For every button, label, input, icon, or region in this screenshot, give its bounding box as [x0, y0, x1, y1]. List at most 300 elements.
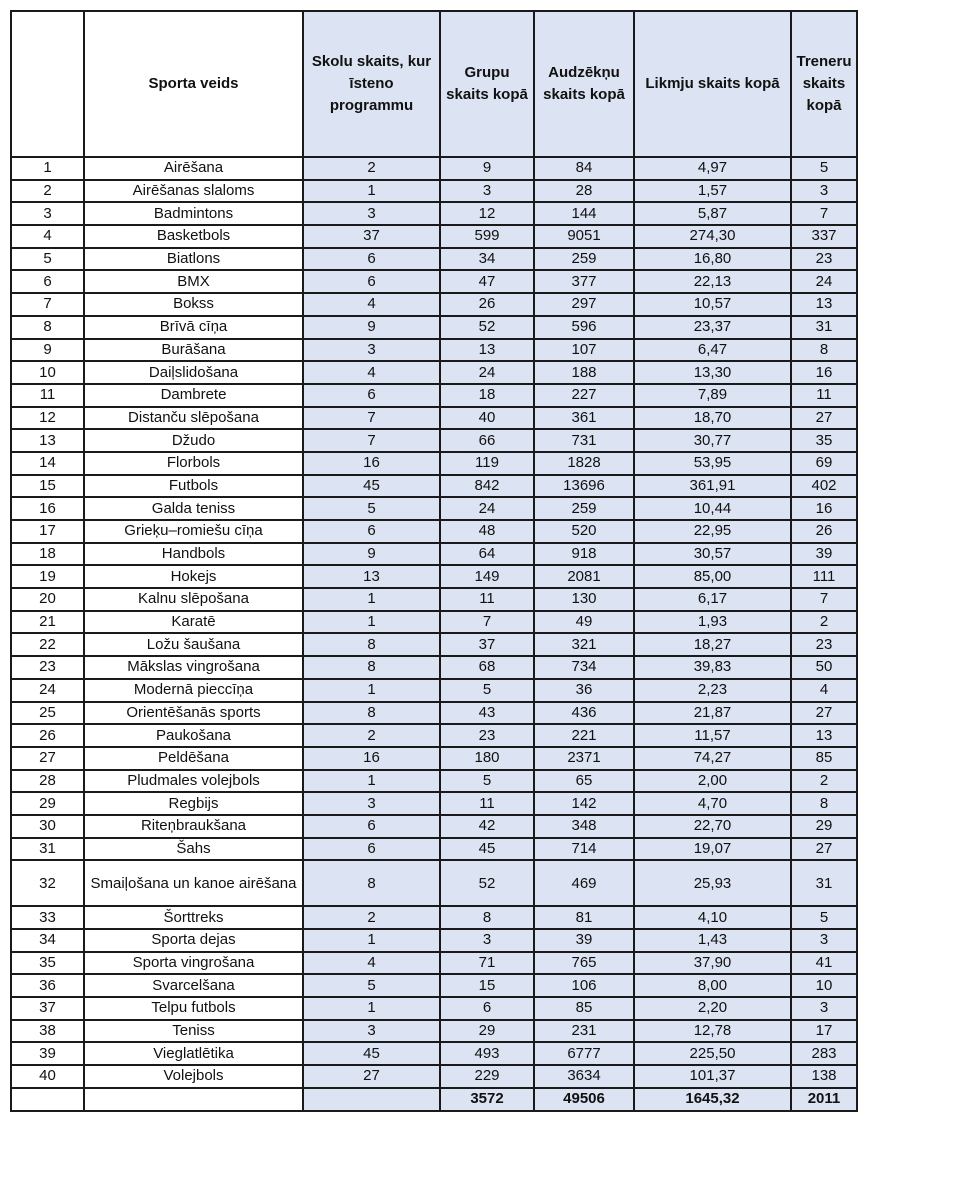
- groups-count-cell: 71: [440, 952, 534, 975]
- rates-count-cell: 2,20: [634, 997, 791, 1020]
- students-count-cell: 6777: [534, 1042, 634, 1065]
- students-count-cell: 765: [534, 952, 634, 975]
- coaches-count-cell: 17: [791, 1020, 857, 1043]
- rates-count-cell: 1,43: [634, 929, 791, 952]
- sport-name-cell: Modernā pieccīņa: [84, 679, 303, 702]
- rates-count-cell: 30,57: [634, 543, 791, 566]
- students-count-cell: 596: [534, 316, 634, 339]
- groups-count-cell: 45: [440, 838, 534, 861]
- table-row: [11, 747, 857, 770]
- header-groups-count: Grupu skaits kopā: [440, 11, 534, 157]
- groups-count-cell: 42: [440, 815, 534, 838]
- groups-count-cell: 493: [440, 1042, 534, 1065]
- schools-count-cell: 45: [303, 1042, 440, 1065]
- coaches-count-cell: 35: [791, 429, 857, 452]
- row-number-cell: 39: [11, 1042, 84, 1065]
- rates-count-cell: 18,27: [634, 633, 791, 656]
- sport-name-cell: Badmintons: [84, 202, 303, 225]
- sport-name-cell: Vieglatlētika: [84, 1042, 303, 1065]
- coaches-count-cell: 8: [791, 339, 857, 362]
- schools-count-cell: 3: [303, 1020, 440, 1043]
- schools-count-cell: 4: [303, 361, 440, 384]
- schools-count-cell: 1: [303, 180, 440, 203]
- students-count-cell: 84: [534, 157, 634, 180]
- schools-count-cell: 2: [303, 906, 440, 929]
- row-number-cell: 1: [11, 157, 84, 180]
- students-count-cell: 918: [534, 543, 634, 566]
- students-count-cell: 28: [534, 180, 634, 203]
- groups-count-cell: 24: [440, 361, 534, 384]
- rates-count-cell: 10,57: [634, 293, 791, 316]
- table-row: [11, 384, 857, 407]
- students-count-cell: 106: [534, 974, 634, 997]
- rates-count-cell: 16,80: [634, 248, 791, 271]
- rates-count-cell: 6,47: [634, 339, 791, 362]
- sport-name-cell: Telpu futbols: [84, 997, 303, 1020]
- sport-name-cell: Paukošana: [84, 724, 303, 747]
- sport-name-cell: Peldēšana: [84, 747, 303, 770]
- header-row: [11, 11, 857, 157]
- table-row: [11, 929, 857, 952]
- coaches-count-cell: 337: [791, 225, 857, 248]
- students-count-cell: 297: [534, 293, 634, 316]
- table-row: [11, 1020, 857, 1043]
- sport-name-cell: Basketbols: [84, 225, 303, 248]
- groups-count-cell: 26: [440, 293, 534, 316]
- coaches-count-cell: 13: [791, 724, 857, 747]
- coaches-count-cell: 27: [791, 702, 857, 725]
- table-row: [11, 997, 857, 1020]
- sport-name-cell: Airēšanas slaloms: [84, 180, 303, 203]
- table-row: [11, 952, 857, 975]
- groups-count-cell: 52: [440, 860, 534, 906]
- row-number-cell: 18: [11, 543, 84, 566]
- total-sport-name-cell: [84, 1088, 303, 1111]
- rates-count-cell: 225,50: [634, 1042, 791, 1065]
- groups-count-cell: 29: [440, 1020, 534, 1043]
- rates-count-cell: 274,30: [634, 225, 791, 248]
- header-rates-count: Likmju skaits kopā: [634, 11, 791, 157]
- schools-count-cell: 6: [303, 815, 440, 838]
- groups-count-cell: 52: [440, 316, 534, 339]
- rates-count-cell: 39,83: [634, 656, 791, 679]
- row-number-cell: 4: [11, 225, 84, 248]
- students-count-cell: 714: [534, 838, 634, 861]
- schools-count-cell: 6: [303, 384, 440, 407]
- table-row: [11, 1042, 857, 1065]
- rates-count-cell: 12,78: [634, 1020, 791, 1043]
- coaches-count-cell: 8: [791, 792, 857, 815]
- groups-count-cell: 15: [440, 974, 534, 997]
- row-number-cell: 34: [11, 929, 84, 952]
- sport-name-cell: Smaiļošana un kanoe airēšana: [84, 860, 303, 906]
- row-number-cell: 20: [11, 588, 84, 611]
- students-count-cell: 3634: [534, 1065, 634, 1088]
- sport-name-cell: Šorttreks: [84, 906, 303, 929]
- groups-count-cell: 842: [440, 475, 534, 498]
- row-number-cell: 36: [11, 974, 84, 997]
- groups-count-cell: 48: [440, 520, 534, 543]
- sport-name-cell: Sporta dejas: [84, 929, 303, 952]
- table-row: [11, 361, 857, 384]
- rates-count-cell: 10,44: [634, 497, 791, 520]
- table-row: [11, 906, 857, 929]
- table-row: [11, 157, 857, 180]
- schools-count-cell: 1: [303, 679, 440, 702]
- row-number-cell: 8: [11, 316, 84, 339]
- schools-count-cell: 6: [303, 520, 440, 543]
- schools-count-cell: 45: [303, 475, 440, 498]
- table-row: [11, 860, 857, 906]
- table-row: [11, 407, 857, 430]
- groups-count-cell: 43: [440, 702, 534, 725]
- header-schools-count: Skolu skaits, kur īsteno programmu: [303, 11, 440, 157]
- row-number-cell: 32: [11, 860, 84, 906]
- groups-count-cell: 180: [440, 747, 534, 770]
- students-count-cell: 731: [534, 429, 634, 452]
- students-count-cell: 107: [534, 339, 634, 362]
- row-number-cell: 14: [11, 452, 84, 475]
- coaches-count-cell: 10: [791, 974, 857, 997]
- schools-count-cell: 3: [303, 202, 440, 225]
- rates-count-cell: 74,27: [634, 747, 791, 770]
- students-count-cell: 85: [534, 997, 634, 1020]
- sport-name-cell: Šahs: [84, 838, 303, 861]
- row-number-cell: 30: [11, 815, 84, 838]
- students-count-cell: 9051: [534, 225, 634, 248]
- students-count-cell: 321: [534, 633, 634, 656]
- header-sport-type: Sporta veids: [84, 11, 303, 157]
- row-number-cell: 28: [11, 770, 84, 793]
- schools-count-cell: 6: [303, 838, 440, 861]
- coaches-count-cell: 31: [791, 316, 857, 339]
- coaches-count-cell: 283: [791, 1042, 857, 1065]
- table-row: [11, 497, 857, 520]
- students-count-cell: 520: [534, 520, 634, 543]
- students-count-cell: 142: [534, 792, 634, 815]
- students-count-cell: 259: [534, 248, 634, 271]
- coaches-count-cell: 85: [791, 747, 857, 770]
- table-body: [11, 157, 857, 1111]
- rates-count-cell: 30,77: [634, 429, 791, 452]
- groups-count-cell: 5: [440, 770, 534, 793]
- rates-count-cell: 22,13: [634, 270, 791, 293]
- table-row: [11, 656, 857, 679]
- sport-name-cell: Volejbols: [84, 1065, 303, 1088]
- students-count-cell: 130: [534, 588, 634, 611]
- row-number-cell: 10: [11, 361, 84, 384]
- table-row: [11, 293, 857, 316]
- table-row: [11, 202, 857, 225]
- groups-count-cell: 40: [440, 407, 534, 430]
- students-count-cell: 2371: [534, 747, 634, 770]
- groups-count-cell: 12: [440, 202, 534, 225]
- rates-count-cell: 21,87: [634, 702, 791, 725]
- table-row: [11, 225, 857, 248]
- table-row: [11, 724, 857, 747]
- groups-count-cell: 5: [440, 679, 534, 702]
- rates-count-cell: 7,89: [634, 384, 791, 407]
- coaches-count-cell: 5: [791, 906, 857, 929]
- schools-count-cell: 1: [303, 929, 440, 952]
- groups-count-cell: 8: [440, 906, 534, 929]
- coaches-count-cell: 3: [791, 997, 857, 1020]
- coaches-count-cell: 2: [791, 611, 857, 634]
- row-number-cell: 33: [11, 906, 84, 929]
- row-number-cell: 24: [11, 679, 84, 702]
- rates-count-cell: 25,93: [634, 860, 791, 906]
- schools-count-cell: 8: [303, 633, 440, 656]
- schools-count-cell: 4: [303, 293, 440, 316]
- coaches-count-cell: 138: [791, 1065, 857, 1088]
- rates-count-cell: 19,07: [634, 838, 791, 861]
- sport-name-cell: Svarcelšana: [84, 974, 303, 997]
- row-number-cell: 3: [11, 202, 84, 225]
- schools-count-cell: 6: [303, 248, 440, 271]
- coaches-count-cell: 402: [791, 475, 857, 498]
- sport-name-cell: Distanču slēpošana: [84, 407, 303, 430]
- coaches-count-cell: 2: [791, 770, 857, 793]
- sport-name-cell: Regbijs: [84, 792, 303, 815]
- sport-name-cell: BMX: [84, 270, 303, 293]
- table-row: [11, 475, 857, 498]
- coaches-count-cell: 23: [791, 633, 857, 656]
- students-count-cell: 188: [534, 361, 634, 384]
- sport-name-cell: Futbols: [84, 475, 303, 498]
- rates-count-cell: 23,37: [634, 316, 791, 339]
- coaches-count-cell: 23: [791, 248, 857, 271]
- schools-count-cell: 8: [303, 702, 440, 725]
- row-number-cell: 15: [11, 475, 84, 498]
- row-number-cell: 19: [11, 565, 84, 588]
- rates-count-cell: 4,70: [634, 792, 791, 815]
- coaches-count-cell: 24: [791, 270, 857, 293]
- groups-count-cell: 599: [440, 225, 534, 248]
- coaches-count-cell: 11: [791, 384, 857, 407]
- rates-count-cell: 4,10: [634, 906, 791, 929]
- total-schools-count-cell: [303, 1088, 440, 1111]
- students-count-cell: 221: [534, 724, 634, 747]
- coaches-count-cell: 31: [791, 860, 857, 906]
- students-count-cell: 36: [534, 679, 634, 702]
- rates-count-cell: 13,30: [634, 361, 791, 384]
- rates-count-cell: 22,95: [634, 520, 791, 543]
- sport-name-cell: Dambrete: [84, 384, 303, 407]
- sport-name-cell: Biatlons: [84, 248, 303, 271]
- sport-name-cell: Brīvā cīņa: [84, 316, 303, 339]
- coaches-count-cell: 7: [791, 202, 857, 225]
- schools-count-cell: 13: [303, 565, 440, 588]
- table-row: [11, 679, 857, 702]
- groups-count-cell: 24: [440, 497, 534, 520]
- table-row: [11, 633, 857, 656]
- students-count-cell: 227: [534, 384, 634, 407]
- sport-name-cell: Ložu šaušana: [84, 633, 303, 656]
- sport-name-cell: Grieķu–romiešu cīņa: [84, 520, 303, 543]
- coaches-count-cell: 3: [791, 180, 857, 203]
- schools-count-cell: 7: [303, 429, 440, 452]
- sport-name-cell: Handbols: [84, 543, 303, 566]
- schools-count-cell: 3: [303, 792, 440, 815]
- sport-name-cell: Riteņbraukšana: [84, 815, 303, 838]
- students-count-cell: 436: [534, 702, 634, 725]
- coaches-count-cell: 7: [791, 588, 857, 611]
- total-coaches-count-cell: 2011: [791, 1088, 857, 1111]
- sport-name-cell: Džudo: [84, 429, 303, 452]
- groups-count-cell: 66: [440, 429, 534, 452]
- schools-count-cell: 7: [303, 407, 440, 430]
- students-count-cell: 361: [534, 407, 634, 430]
- table-row: [11, 1065, 857, 1088]
- coaches-count-cell: 69: [791, 452, 857, 475]
- table-row: [11, 248, 857, 271]
- table-row: [11, 838, 857, 861]
- sport-name-cell: Burāšana: [84, 339, 303, 362]
- coaches-count-cell: 13: [791, 293, 857, 316]
- row-number-cell: 6: [11, 270, 84, 293]
- rates-count-cell: 11,57: [634, 724, 791, 747]
- row-number-cell: 21: [11, 611, 84, 634]
- students-count-cell: 39: [534, 929, 634, 952]
- sport-name-cell: Galda teniss: [84, 497, 303, 520]
- rates-count-cell: 18,70: [634, 407, 791, 430]
- students-count-cell: 469: [534, 860, 634, 906]
- table-row: [11, 270, 857, 293]
- row-number-cell: 9: [11, 339, 84, 362]
- schools-count-cell: 1: [303, 588, 440, 611]
- coaches-count-cell: 41: [791, 952, 857, 975]
- table-row: [11, 565, 857, 588]
- schools-count-cell: 1: [303, 997, 440, 1020]
- groups-count-cell: 18: [440, 384, 534, 407]
- sport-name-cell: Teniss: [84, 1020, 303, 1043]
- students-count-cell: 1828: [534, 452, 634, 475]
- schools-count-cell: 16: [303, 747, 440, 770]
- row-number-cell: 37: [11, 997, 84, 1020]
- coaches-count-cell: 16: [791, 497, 857, 520]
- students-count-cell: 13696: [534, 475, 634, 498]
- coaches-count-cell: 27: [791, 838, 857, 861]
- total-row-number-cell: [11, 1088, 84, 1111]
- students-count-cell: 231: [534, 1020, 634, 1043]
- students-count-cell: 259: [534, 497, 634, 520]
- row-number-cell: 7: [11, 293, 84, 316]
- row-number-cell: 5: [11, 248, 84, 271]
- schools-count-cell: 1: [303, 770, 440, 793]
- coaches-count-cell: 26: [791, 520, 857, 543]
- sport-name-cell: Mākslas vingrošana: [84, 656, 303, 679]
- totals-row: [11, 1088, 857, 1111]
- schools-count-cell: 1: [303, 611, 440, 634]
- row-number-cell: 16: [11, 497, 84, 520]
- header-students-count: Audzēkņu skaits kopā: [534, 11, 634, 157]
- groups-count-cell: 23: [440, 724, 534, 747]
- table-row: [11, 316, 857, 339]
- students-count-cell: 65: [534, 770, 634, 793]
- rates-count-cell: 53,95: [634, 452, 791, 475]
- groups-count-cell: 3: [440, 180, 534, 203]
- groups-count-cell: 64: [440, 543, 534, 566]
- schools-count-cell: 5: [303, 974, 440, 997]
- sport-name-cell: Daiļslidošana: [84, 361, 303, 384]
- groups-count-cell: 9: [440, 157, 534, 180]
- table-row: [11, 815, 857, 838]
- groups-count-cell: 3: [440, 929, 534, 952]
- rates-count-cell: 22,70: [634, 815, 791, 838]
- row-number-cell: 2: [11, 180, 84, 203]
- schools-count-cell: 9: [303, 316, 440, 339]
- schools-count-cell: 2: [303, 724, 440, 747]
- coaches-count-cell: 50: [791, 656, 857, 679]
- groups-count-cell: 119: [440, 452, 534, 475]
- rates-count-cell: 6,17: [634, 588, 791, 611]
- schools-count-cell: 16: [303, 452, 440, 475]
- coaches-count-cell: 4: [791, 679, 857, 702]
- coaches-count-cell: 5: [791, 157, 857, 180]
- coaches-count-cell: 111: [791, 565, 857, 588]
- total-rates-count-cell: 1645,32: [634, 1088, 791, 1111]
- row-number-cell: 13: [11, 429, 84, 452]
- rates-count-cell: 1,93: [634, 611, 791, 634]
- rates-count-cell: 85,00: [634, 565, 791, 588]
- groups-count-cell: 7: [440, 611, 534, 634]
- groups-count-cell: 149: [440, 565, 534, 588]
- sport-name-cell: Karatē: [84, 611, 303, 634]
- schools-count-cell: 6: [303, 270, 440, 293]
- row-number-cell: 17: [11, 520, 84, 543]
- header-number: [11, 11, 84, 157]
- table-row: [11, 792, 857, 815]
- rates-count-cell: 1,57: [634, 180, 791, 203]
- total-students-count-cell: 49506: [534, 1088, 634, 1111]
- schools-count-cell: 8: [303, 656, 440, 679]
- rates-count-cell: 361,91: [634, 475, 791, 498]
- groups-count-cell: 34: [440, 248, 534, 271]
- row-number-cell: 35: [11, 952, 84, 975]
- rates-count-cell: 2,00: [634, 770, 791, 793]
- groups-count-cell: 13: [440, 339, 534, 362]
- table-row: [11, 770, 857, 793]
- table-row: [11, 339, 857, 362]
- sport-name-cell: Kalnu slēpošana: [84, 588, 303, 611]
- schools-count-cell: 8: [303, 860, 440, 906]
- sport-name-cell: Hokejs: [84, 565, 303, 588]
- coaches-count-cell: 29: [791, 815, 857, 838]
- sports-statistics-table: [10, 10, 858, 1112]
- sport-name-cell: Bokss: [84, 293, 303, 316]
- schools-count-cell: 27: [303, 1065, 440, 1088]
- table-row: [11, 611, 857, 634]
- groups-count-cell: 11: [440, 588, 534, 611]
- table-row: [11, 974, 857, 997]
- sport-name-cell: Florbols: [84, 452, 303, 475]
- rates-count-cell: 5,87: [634, 202, 791, 225]
- row-number-cell: 31: [11, 838, 84, 861]
- table-row: [11, 452, 857, 475]
- groups-count-cell: 47: [440, 270, 534, 293]
- coaches-count-cell: 39: [791, 543, 857, 566]
- row-number-cell: 22: [11, 633, 84, 656]
- coaches-count-cell: 16: [791, 361, 857, 384]
- coaches-count-cell: 3: [791, 929, 857, 952]
- schools-count-cell: 4: [303, 952, 440, 975]
- rates-count-cell: 2,23: [634, 679, 791, 702]
- table-row: [11, 543, 857, 566]
- row-number-cell: 29: [11, 792, 84, 815]
- table-row: [11, 429, 857, 452]
- row-number-cell: 11: [11, 384, 84, 407]
- row-number-cell: 27: [11, 747, 84, 770]
